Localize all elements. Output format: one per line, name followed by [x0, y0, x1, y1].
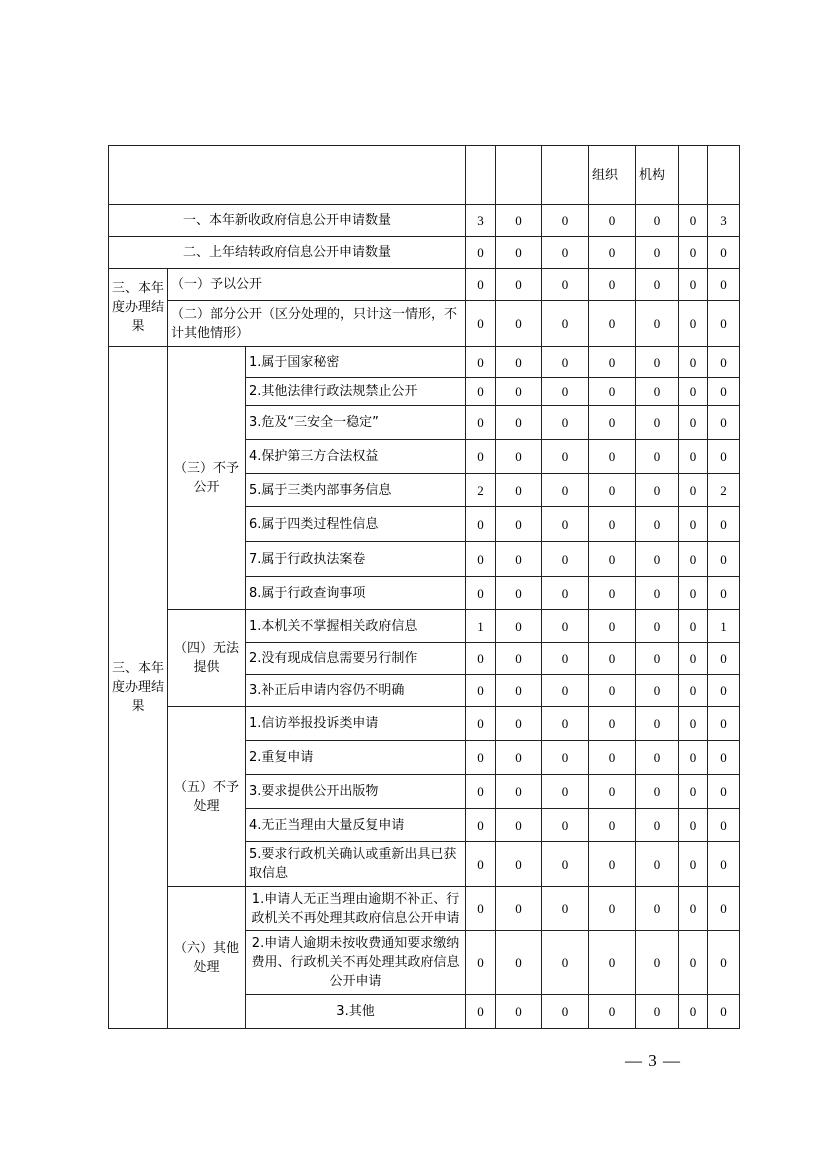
value-cell: 0: [542, 741, 589, 775]
value-cell: 1: [708, 610, 740, 643]
row-label: 1.属于国家秘密: [246, 347, 466, 378]
value-cell: 0: [679, 347, 708, 378]
value-cell: 0: [496, 301, 542, 347]
value-cell: 0: [636, 440, 679, 474]
value-cell: 0: [496, 643, 542, 675]
value-cell: 0: [496, 205, 542, 237]
value-cell: 2: [708, 474, 740, 507]
value-cell: 0: [679, 809, 708, 842]
row-label: 2.没有现成信息需要另行制作: [246, 643, 466, 675]
value-cell: 0: [679, 741, 708, 775]
value-cell: 0: [496, 887, 542, 931]
value-cell: 0: [542, 474, 589, 507]
value-cell: 0: [466, 995, 496, 1029]
table-body: [109, 146, 740, 1029]
header-cell: [679, 146, 708, 205]
value-cell: 0: [466, 775, 496, 809]
value-cell: 0: [589, 775, 636, 809]
value-cell: 0: [542, 887, 589, 931]
value-cell: 0: [589, 378, 636, 406]
value-cell: 0: [636, 610, 679, 643]
value-cell: 0: [496, 347, 542, 378]
value-cell: 0: [679, 842, 708, 887]
value-cell: 0: [679, 577, 708, 610]
value-cell: 0: [679, 707, 708, 741]
value-cell: 0: [679, 474, 708, 507]
row-label: 2.申请人逾期未按收费通知要求缴纳费用、行政机关不再处理其政府信息公开申请: [246, 931, 466, 995]
value-cell: 0: [708, 269, 740, 301]
value-cell: 0: [542, 406, 589, 440]
value-cell: 0: [708, 406, 740, 440]
value-cell: 0: [466, 707, 496, 741]
value-cell: 0: [679, 237, 708, 269]
table-row: [109, 887, 740, 931]
value-cell: 0: [708, 775, 740, 809]
value-cell: 0: [589, 269, 636, 301]
value-cell: 0: [708, 301, 740, 347]
value-cell: 0: [636, 474, 679, 507]
value-cell: 0: [542, 301, 589, 347]
value-cell: 0: [589, 995, 636, 1029]
value-cell: 0: [589, 205, 636, 237]
value-cell: 0: [466, 269, 496, 301]
value-cell: 0: [542, 347, 589, 378]
value-cell: 0: [496, 237, 542, 269]
row-label: 3.补正后申请内容仍不明确: [246, 675, 466, 707]
value-cell: 0: [679, 675, 708, 707]
value-cell: 0: [636, 205, 679, 237]
row-label: 5.属于三类内部事务信息: [246, 474, 466, 507]
value-cell: 0: [636, 643, 679, 675]
value-cell: 0: [708, 675, 740, 707]
value-cell: 0: [679, 542, 708, 577]
value-cell: 0: [636, 707, 679, 741]
value-cell: 0: [496, 775, 542, 809]
value-cell: 0: [466, 931, 496, 995]
value-cell: 0: [708, 707, 740, 741]
value-cell: 3: [708, 205, 740, 237]
value-cell: 0: [496, 809, 542, 842]
value-cell: 0: [708, 809, 740, 842]
value-cell: 0: [636, 887, 679, 931]
value-cell: 0: [466, 542, 496, 577]
group-label: （四）无法提供: [168, 610, 246, 707]
value-cell: 0: [636, 378, 679, 406]
value-cell: 0: [466, 378, 496, 406]
value-cell: 0: [679, 931, 708, 995]
value-cell: 0: [466, 643, 496, 675]
row-label: 3.要求提供公开出版物: [246, 775, 466, 809]
row-label: 8.属于行政查询事项: [246, 577, 466, 610]
value-cell: 0: [466, 809, 496, 842]
header-blank-cell: [109, 146, 466, 205]
value-cell: 0: [466, 741, 496, 775]
value-cell: 0: [679, 378, 708, 406]
header-cell: [708, 146, 740, 205]
value-cell: 0: [542, 205, 589, 237]
value-cell: 0: [542, 995, 589, 1029]
value-cell: 0: [542, 269, 589, 301]
value-cell: 0: [636, 347, 679, 378]
row-label: 4.保护第三方合法权益: [246, 440, 466, 474]
value-cell: 0: [679, 610, 708, 643]
row-label: 1.信访举报投诉类申请: [246, 707, 466, 741]
value-cell: 0: [679, 643, 708, 675]
value-cell: 3: [466, 205, 496, 237]
value-cell: 0: [679, 887, 708, 931]
table-row: [109, 610, 740, 643]
value-cell: 0: [589, 931, 636, 995]
value-cell: 0: [679, 775, 708, 809]
value-cell: 0: [466, 301, 496, 347]
value-cell: 0: [589, 347, 636, 378]
value-cell: 0: [466, 440, 496, 474]
value-cell: 0: [636, 809, 679, 842]
value-cell: 0: [708, 440, 740, 474]
value-cell: 0: [708, 378, 740, 406]
group-label: （六）其他处理: [168, 887, 246, 1029]
value-cell: 0: [466, 577, 496, 610]
value-cell: 0: [589, 842, 636, 887]
value-cell: 0: [542, 931, 589, 995]
group-label: （三）不予公开: [168, 347, 246, 610]
value-cell: 0: [679, 440, 708, 474]
value-cell: 0: [542, 775, 589, 809]
value-cell: 0: [496, 995, 542, 1029]
value-cell: 0: [589, 406, 636, 440]
value-cell: 0: [496, 474, 542, 507]
row-label: 4.无正当理由大量反复申请: [246, 809, 466, 842]
value-cell: 0: [589, 577, 636, 610]
table-row: [109, 707, 740, 741]
value-cell: 0: [636, 741, 679, 775]
header-org-cell: [589, 146, 636, 205]
value-cell: 0: [542, 237, 589, 269]
value-cell: 0: [636, 507, 679, 542]
table-row: [109, 301, 740, 347]
value-cell: 0: [589, 474, 636, 507]
value-cell: 0: [589, 741, 636, 775]
value-cell: 0: [589, 809, 636, 842]
value-cell: 0: [708, 507, 740, 542]
value-cell: 0: [496, 378, 542, 406]
table-row: [109, 205, 740, 237]
value-cell: 0: [589, 887, 636, 931]
value-cell: 0: [679, 301, 708, 347]
value-cell: 0: [708, 643, 740, 675]
value-cell: 0: [679, 995, 708, 1029]
row-label: 5.要求行政机关确认或重新出具已获取信息: [246, 842, 466, 887]
row-label: 6.属于四类过程性信息: [246, 507, 466, 542]
row-label: 一、本年新收政府信息公开申请数量: [109, 205, 466, 237]
value-cell: 0: [708, 887, 740, 931]
value-cell: 0: [708, 347, 740, 378]
header-cell: [542, 146, 589, 205]
value-cell: 0: [466, 237, 496, 269]
value-cell: 1: [466, 610, 496, 643]
table-row: [109, 347, 740, 378]
value-cell: 0: [496, 542, 542, 577]
header-org-label: 组织: [592, 167, 619, 183]
value-cell: 0: [636, 675, 679, 707]
value-cell: 0: [466, 406, 496, 440]
header-inst-label: 机构: [639, 167, 666, 183]
value-cell: 0: [589, 507, 636, 542]
group-label: （五）不予处理: [168, 707, 246, 887]
value-cell: 0: [589, 707, 636, 741]
value-cell: 0: [636, 995, 679, 1029]
header-inst-cell: [636, 146, 679, 205]
value-cell: 0: [679, 205, 708, 237]
value-cell: 0: [679, 269, 708, 301]
value-cell: 0: [708, 577, 740, 610]
value-cell: 0: [708, 842, 740, 887]
header-cell: [496, 146, 542, 205]
value-cell: 0: [496, 842, 542, 887]
section-label: 三、本年度办理结果: [109, 347, 168, 1029]
value-cell: 0: [542, 809, 589, 842]
value-cell: 0: [636, 269, 679, 301]
table-header-row: [109, 146, 740, 205]
value-cell: 0: [496, 610, 542, 643]
value-cell: 0: [466, 347, 496, 378]
value-cell: 0: [496, 931, 542, 995]
value-cell: 0: [542, 842, 589, 887]
value-cell: 0: [542, 577, 589, 610]
value-cell: 0: [708, 931, 740, 995]
table-row: [109, 237, 740, 269]
value-cell: 0: [589, 610, 636, 643]
value-cell: 0: [542, 675, 589, 707]
row-label: 1.申请人无正当理由逾期不补正、行政机关不再处理其政府信息公开申请: [246, 887, 466, 931]
value-cell: 0: [679, 406, 708, 440]
value-cell: 0: [496, 507, 542, 542]
section-label: 三、本年度办理结果: [109, 269, 168, 347]
page-number: — 3 —: [625, 1051, 681, 1070]
row-label: （二）部分公开（区分处理的，只计这一情形，不计其他情形）: [168, 301, 466, 347]
value-cell: 0: [636, 577, 679, 610]
row-label: 1.本机关不掌握相关政府信息: [246, 610, 466, 643]
value-cell: 0: [589, 237, 636, 269]
value-cell: 0: [589, 440, 636, 474]
value-cell: 0: [589, 675, 636, 707]
disclosure-stats-table: [108, 145, 740, 1029]
value-cell: 0: [636, 406, 679, 440]
row-label: 3.其他: [246, 995, 466, 1029]
value-cell: 0: [589, 542, 636, 577]
value-cell: 0: [542, 643, 589, 675]
value-cell: 0: [636, 542, 679, 577]
value-cell: 0: [542, 610, 589, 643]
row-label: 2.重复申请: [246, 741, 466, 775]
value-cell: 0: [542, 542, 589, 577]
row-label: 二、上年结转政府信息公开申请数量: [109, 237, 466, 269]
value-cell: 0: [542, 440, 589, 474]
value-cell: 0: [636, 301, 679, 347]
table-row: [109, 269, 740, 301]
value-cell: 0: [496, 741, 542, 775]
value-cell: 0: [708, 237, 740, 269]
header-cell: [466, 146, 496, 205]
value-cell: 0: [496, 440, 542, 474]
value-cell: 0: [636, 931, 679, 995]
row-label: 3.危及“三安全一稳定”: [246, 406, 466, 440]
value-cell: 0: [466, 675, 496, 707]
value-cell: 0: [636, 842, 679, 887]
value-cell: 0: [466, 842, 496, 887]
value-cell: 0: [542, 378, 589, 406]
value-cell: 0: [636, 775, 679, 809]
value-cell: 0: [589, 301, 636, 347]
value-cell: 0: [466, 887, 496, 931]
value-cell: 0: [708, 995, 740, 1029]
value-cell: 0: [708, 741, 740, 775]
value-cell: 0: [496, 577, 542, 610]
value-cell: 0: [542, 507, 589, 542]
value-cell: 0: [589, 643, 636, 675]
value-cell: 0: [496, 269, 542, 301]
value-cell: 0: [496, 675, 542, 707]
value-cell: 0: [542, 707, 589, 741]
value-cell: 0: [708, 542, 740, 577]
row-label: 2.其他法律行政法规禁止公开: [246, 378, 466, 406]
value-cell: 2: [466, 474, 496, 507]
row-label: 7.属于行政执法案卷: [246, 542, 466, 577]
row-label: （一）予以公开: [168, 269, 466, 301]
value-cell: 0: [496, 707, 542, 741]
value-cell: 0: [496, 406, 542, 440]
value-cell: 0: [466, 507, 496, 542]
value-cell: 0: [636, 237, 679, 269]
value-cell: 0: [679, 507, 708, 542]
